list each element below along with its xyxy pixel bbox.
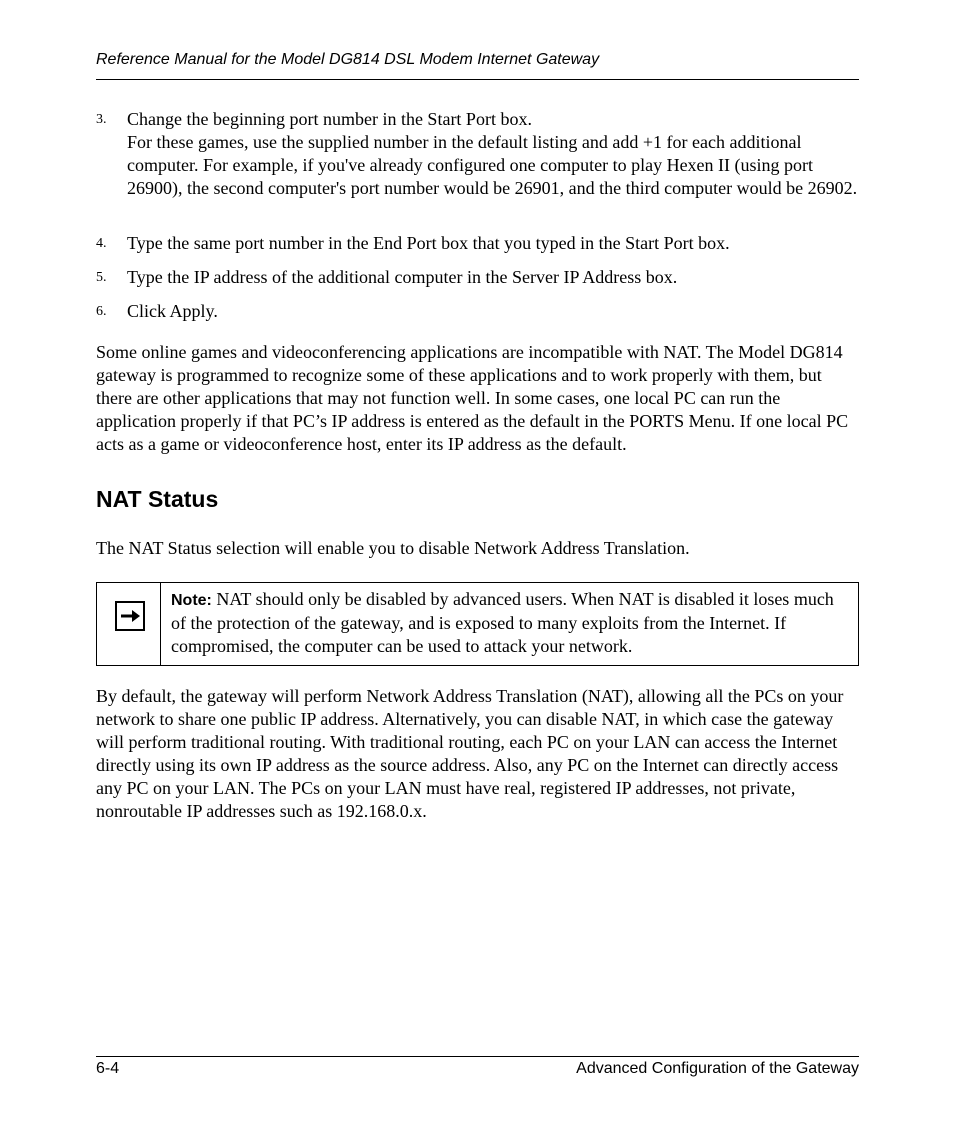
chapter-title: Advanced Configuration of the Gateway [576,1060,859,1077]
step-text: Click Apply. [127,301,218,321]
arrow-right-icon [115,601,145,631]
section-lead: The NAT Status selection will enable you to disable Network Address Translation. [96,538,690,558]
section-body: By default, the gateway will perform Network Address Translation (NAT), allowing all the PCs on your network to share one public IP address. Alternatively, you can disable NAT, in which case the gateway will perform traditional routing. With traditional routing, each PC on your LAN can access the Internet directly using its own IP address as the source address. Also, any PC on the Internet can directly access any PC on your LAN. The PCs on your LAN must have real, registered IP addresses, not private, nonroutable IP addresses such as 192.168.0.x. [96,686,844,821]
step-6 [96,300,859,323]
note-text [171,588,851,658]
intro-paragraph: Some online games and videoconferencing applications are incompatible with NAT. The Model DG814 gateway is programmed to recognize some of these applications and to work properly with them, but there are other applications that may not function well. In some cases, one local PC can run the application properly if that PC’s IP address is entered as the default in the PORTS Menu. If one local PC acts as a game or videoconference host, enter its IP address as the default. [96,342,849,454]
step-text: Type the same port number in the End Port box that you typed in the Start Port box. [127,233,730,253]
note-divider [160,583,161,665]
step-number: 5. [96,270,107,285]
step-text: Type the IP address of the additional computer in the Server IP Address box. [127,267,678,287]
page-number: 6-4 [96,1060,120,1077]
section-heading: NAT Status [96,486,219,512]
note-label: Note: [171,592,212,609]
footer-rule [96,1056,859,1057]
step-number: 6. [96,304,107,319]
step-number: 4. [96,236,107,251]
note-box [96,582,859,666]
step-4 [96,232,859,255]
step-text-detail: For these games, use the supplied number in the default listing and add +1 for each additional computer. For example, if you've already configured one computer to play Hexen II (using port 26900), the second computer's port number would be 26901, and the third computer would be 26902. [127,132,858,198]
header-rule [96,79,859,80]
running-header: Reference Manual for the Model DG814 DSL Modem Internet Gateway [96,51,600,68]
step-5 [96,266,859,289]
step-text-line: Change the beginning port number in the Start Port box. [127,109,532,129]
step-number: 3. [96,112,107,127]
note-body: NAT should only be disabled by advanced users. When NAT is disabled it loses much of the protection of the gateway, and is exposed to many exploits from the Internet. If compromised, the computer can be used to attack your network. [171,589,834,656]
step-text [127,108,859,200]
step-3 [96,108,859,223]
